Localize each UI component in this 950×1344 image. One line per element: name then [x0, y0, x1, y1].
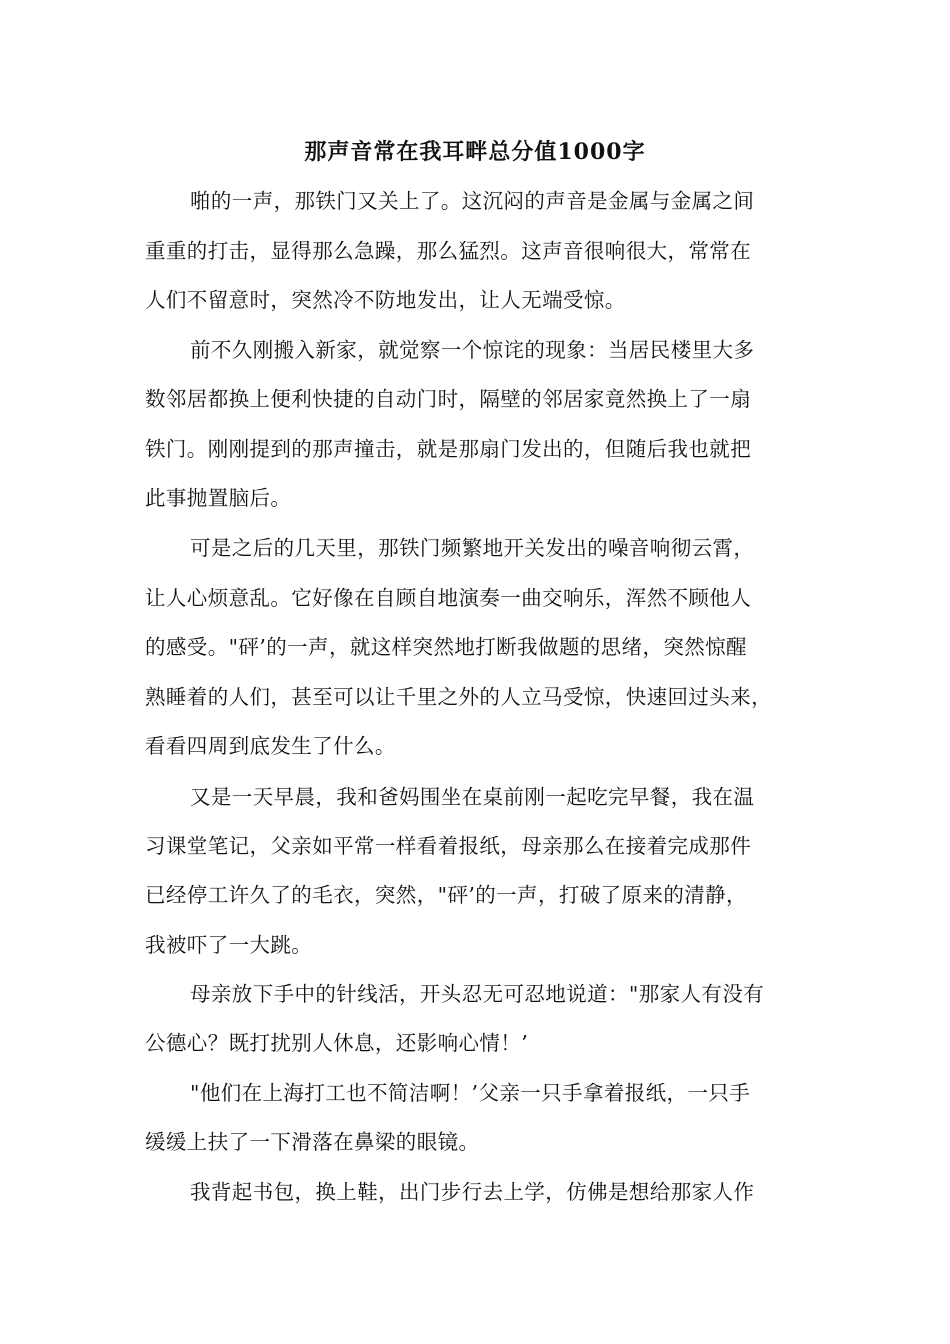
paragraph-3-line-5: 看看四周到底发生了什么。 — [145, 734, 396, 758]
paragraph-4-line-3: 已经停工许久了的毛衣，突然，"砰’的一声，打破了原来的清静， — [145, 883, 747, 907]
paragraph-2-line-2: 数邻居都换上便利快捷的自动门时，隔壁的邻居家竟然换上了一扇 — [145, 387, 752, 411]
paragraph-4-line-1: 又是一天早晨，我和爸妈围坐在桌前刚一起吃完早餐，我在温 — [190, 785, 755, 809]
paragraph-6-line-2: 缓缓上扶了一下滑落在鼻梁的眼镜。 — [145, 1130, 480, 1154]
paragraph-3-line-4: 熟睡着的人们，甚至可以让千里之外的人立马受惊，快速回过头来， — [145, 685, 772, 709]
paragraph-5-line-1: 母亲放下手中的针线活，开头忍无可忍地说道："那家人有没有 — [190, 982, 765, 1006]
paragraph-1-line-2: 重重的打击，显得那么急躁，那么猛烈。这声音很响很大，常常在 — [145, 239, 752, 263]
document-title: 那声音常在我耳畔总分值1000字 — [304, 139, 646, 165]
paragraph-5-line-2: 公德心？既打扰别人休息，还影响心情！’ — [145, 1031, 529, 1055]
paragraph-4-line-2: 习课堂笔记，父亲如平常一样看着报纸，母亲那么在接着完成那件 — [145, 834, 752, 858]
paragraph-2-line-3: 铁门。刚刚提到的那声撞击，就是那扇门发出的，但随后我也就把 — [145, 437, 752, 461]
paragraph-2-line-4: 此事抛置脑后。 — [145, 486, 292, 510]
paragraph-6-line-1: "他们在上海打工也不简洁啊！’父亲一只手拿着报纸，一只手 — [190, 1081, 751, 1105]
paragraph-2-line-1: 前不久刚搬入新家，就觉察一个惊诧的现象：当居民楼里大多 — [190, 338, 755, 362]
paragraph-3-line-2: 让人心烦意乱。它好像在自顾自地演奏一曲交响乐，浑然不顾他人 — [145, 586, 752, 610]
paragraph-1-line-3: 人们不留意时，突然冷不防地发出，让人无端受惊。 — [145, 288, 626, 312]
paragraph-4-line-4: 我被吓了一大跳。 — [145, 933, 313, 957]
paragraph-3-line-3: 的感受。"砰’的一声，就这样突然地打断我做题的思绪，突然惊醒 — [145, 635, 747, 659]
paragraph-7-line-1: 我背起书包，换上鞋，出门步行去上学，仿佛是想给那家人作 — [190, 1180, 755, 1204]
paragraph-1-line-1: 啪的一声，那铁门又关上了。这沉闷的声音是金属与金属之间 — [190, 189, 755, 213]
paragraph-3-line-1: 可是之后的几天里，那铁门频繁地开关发出的噪音响彻云霄， — [190, 536, 755, 560]
